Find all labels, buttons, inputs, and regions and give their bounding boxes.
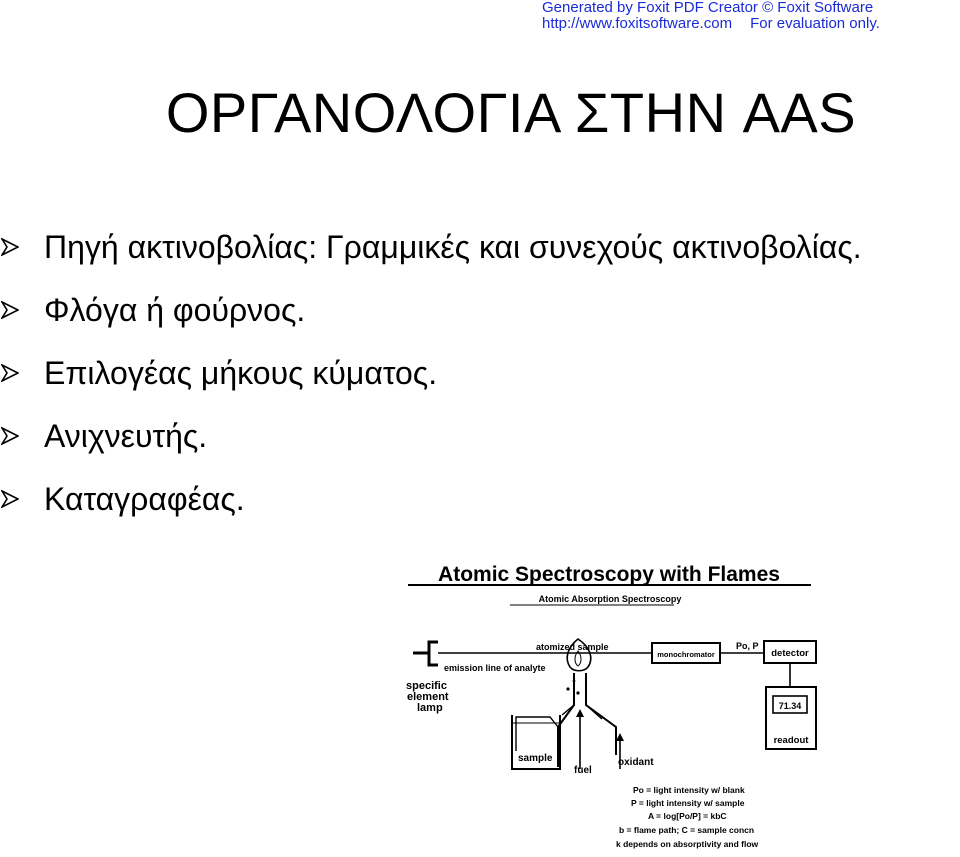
foxit-watermark — [542, 0, 952, 32]
watermark-url[interactable]: http://www.foxitsoftware.com — [542, 15, 733, 32]
legend-line: Po = light intensity w/ blank — [633, 785, 745, 795]
burner-tube — [558, 673, 616, 767]
bullet-text: Επιλογέας μήκους κύματος. — [44, 355, 438, 391]
bullet-item — [0, 287, 960, 350]
bullet-item — [0, 413, 960, 476]
bullet-item — [0, 224, 960, 287]
arrow-bullet-icon — [1, 364, 19, 382]
watermark-line1: Generated by Foxit PDF Creator © Foxit Software — [542, 0, 874, 16]
bullet-text: Καταγραφέας. — [44, 481, 245, 517]
atomized-sample-label: atomized sample — [536, 642, 609, 652]
lamp-label-3: lamp — [417, 702, 443, 714]
lamp-label-2: element — [407, 691, 449, 703]
capillary-tube — [516, 717, 558, 751]
lamp-bracket — [413, 642, 438, 665]
arrow-bullet-icon — [1, 301, 19, 319]
fuel-arrow — [576, 709, 584, 717]
po-p-label: Po, P — [736, 641, 759, 651]
lamp-label-1: specific — [406, 680, 447, 692]
bullet-list — [0, 224, 960, 539]
diagram-title: Atomic Spectroscopy with Flames — [438, 563, 780, 586]
bullet-text: Πηγή ακτινοβολίας: Γραμμικές και συνεχούς ακτινοβολίας. — [44, 229, 862, 265]
bullet-item — [0, 350, 960, 413]
aas-diagram — [398, 555, 818, 855]
arrow-bullet-icon — [1, 238, 19, 256]
bullet-item — [0, 476, 960, 539]
legend-line: k depends on absorptivity and flow — [616, 839, 759, 849]
emission-line-label: emission line of analyte — [444, 663, 546, 673]
legend-line: b = flame path; C = sample concn — [619, 825, 755, 835]
watermark-note: For evaluation only. — [750, 15, 880, 32]
monochromator-label: monochromator — [657, 650, 715, 659]
oxidant-label: oxidant — [618, 757, 654, 768]
detector-label: detector — [771, 648, 809, 659]
arrow-bullet-icon — [1, 427, 19, 445]
atom-dot — [566, 687, 569, 690]
legend-line: A = log[Po/P] = kbC — [648, 811, 727, 821]
atom-dot — [576, 691, 579, 694]
bullet-text: Φλόγα ή φούρνος. — [44, 292, 306, 328]
readout-label: readout — [773, 735, 809, 746]
legend-line: P = light intensity w/ sample — [631, 798, 745, 808]
readout-value: 71.34 — [778, 701, 802, 711]
sample-label: sample — [518, 753, 553, 764]
diagram-subtitle: Atomic Absorption Spectroscopy — [538, 594, 682, 604]
arrow-bullet-icon — [1, 490, 19, 508]
slide-title: ΟΡΓΑΝΟΛΟΓΙΑ ΣΤΗΝ AAS — [165, 81, 857, 144]
fuel-label: fuel — [574, 765, 592, 776]
oxidant-arrow — [616, 733, 624, 741]
watermark-line2 — [542, 16, 952, 32]
bullet-text: Ανιχνευτής. — [44, 418, 208, 454]
